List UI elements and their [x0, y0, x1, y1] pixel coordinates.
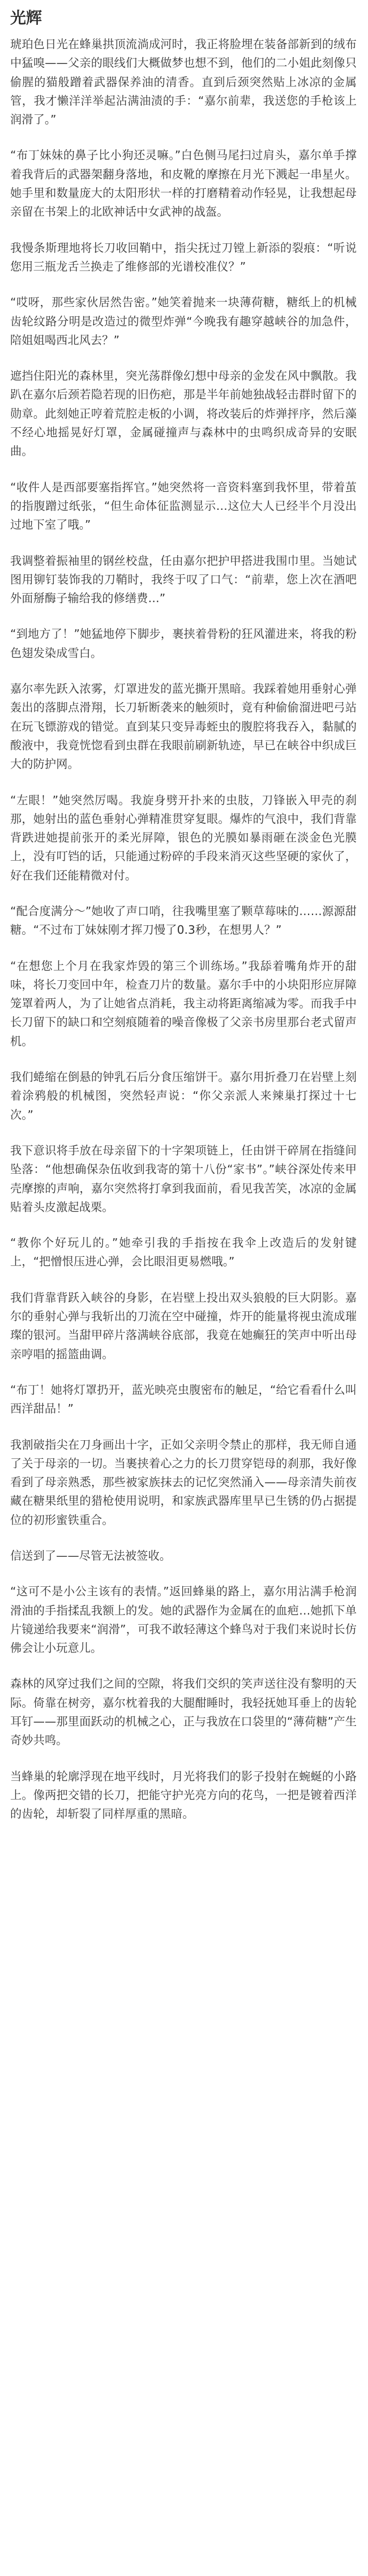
paragraph: 我调整着振袖里的钢丝校盘，任由嘉尔把护甲搭进我围巾里。当她试图用铆钉装饰我的刀鞘时，我终于叹了口气：“前辈，您上次在酒吧外面掰酶子输给我的修缮费…” [10, 553, 357, 606]
paragraph: “收件人是西部要塞指挥官。”她突然将一音资料塞到我怀里，带着茧的指腹蹭过纸张，“但生命体征监测显示…这位大人已经半个月没出过地下室了哦。” [10, 480, 357, 532]
paragraph: “布丁！她将灯罩扔开，蓝光映亮虫腹密布的触足，“给它看看什么叫西洋甜品！” [10, 1383, 357, 1416]
paragraph: 森林的风穿过我们之间的空隙，将我们交织的笑声送往没有黎明的天际。倚靠在树旁，嘉尔枕着我的大腿酣睡时，我轻抚她耳垂上的齿轮耳钉——那里面跃动的机械之心，正与我放在口袋里的“薄荷糖”产生奇妙共鸣。 [10, 1677, 357, 1748]
paragraph: 我们蜷缩在倒悬的钟乳石后分食压缩饼干。嘉尔用折叠刀在岩壁上刻着涂鸦般的机械图，突然轻声说：“你父亲派人来辣巢打探过十七次。” [10, 1070, 357, 1122]
header [0, 0, 368, 35]
paragraph: 我下意识将手放在母亲留下的十字架项链上，任由饼干碎屑在指缝间坠落：“他想确保杂伍收到我寄的第十八份“家书”。”峡谷深处传来甲壳摩擦的声响，嘉尔突然将打拿到我面前，看见我苦笑，冰凉的金属贴着头皮激起战栗。 [10, 1143, 357, 1214]
paragraph: 当蜂巢的轮廓浮现在地平线时，月光将我们的影子投射在蜿蜒的小路上。像两把交错的长刀，把能守护光亮方向的花鸟，一把是镀着西洋的齿轮，却斩裂了同样厚重的黑暗。 [10, 1769, 357, 1821]
article-body [10, 35, 357, 1824]
paragraph: “配合度满分～”她收了声口哨，往我嘴里塞了颗草莓味的……源源甜糖。“不过布丁妹妹刚才挥刀慢了0.3秒，在想男人？” [10, 904, 357, 937]
paragraph: “到地方了！”她猛地停下脚步，裹挟着骨粉的狂风灌进来，将我的粉色翅发染成雪白。 [10, 627, 357, 660]
paragraph: “哎呀，那些家伙居然告密。”她笑着抛来一块薄荷糖，糖纸上的机械齿轮纹路分明是改造过的微型炸弹“今晚我有趣穿越峡谷的加急件，陪姐姐喝西北风去？” [10, 295, 357, 347]
paragraph: “左眼！”她突然厉喝。我旋身劈开扑来的虫肢，刀锋嵌入甲壳的刹那，她射出的蓝色垂射心弹精准贯穿复眼。爆炸的气浪中，我们背靠背跌进她提前张开的柔光屏障，银色的光膜如暴雨砸在淡金色光膜上，没有叮铛的话，只能通过粉碎的手段来消灭这些坚硬的家伙了，好在我们还能精微对付。 [10, 793, 357, 882]
paragraph: 嘉尔率先跃入浓雾，灯罩进发的蓝光撕开黑暗。我踩着她用垂射心弹轰出的落脚点滑翔，长刀斩断袭来的触须时，竟有种偷偷溜进吧弓站在玩飞镖游戏的错觉。直到某只变异毒蛭虫的腹腔将我吞入，黏腻的酸液中，我竟恍惚看到虫群在我眼前刷新轨迹，早已在峡谷中织成巨大的防护网。 [10, 682, 357, 771]
paragraph: “布丁妹妹的鼻子比小狗还灵嘛。”白色侧马尾扫过肩头，嘉尔单手撑着我背后的武器架翻身落地，和皮靴的摩擦在月光下溅起一串星火。她手里和数量庞大的太阳形状一样的打磨精着动作轻晃，让我想起母亲留在书架上的北欧神话中女武神的战盔。 [10, 148, 357, 219]
page-title: 光辉 [10, 8, 42, 27]
paragraph: 我慢条斯理地将长刀收回鞘中，指尖抚过刀镗上新添的裂痕：“听说您用三瓶龙舌兰换走了维修部的光谱校准仪？” [10, 241, 357, 273]
paragraph: 信送到了——尽管无法被签收。 [10, 1549, 172, 1562]
paragraph: 我们背靠背跃入峡谷的身影，在岩壁上投出双头狼般的巨大阴影。嘉尔的垂射心弹与我斩出的刀流在空中碰撞，炸开的能量将视虫流成璀璨的银河。当甜甲碎片落满峡谷底部，我竟在她癫狂的笑声中听出母亲哼唱的摇篮曲调。 [10, 1290, 357, 1361]
paragraph: “在想您上个月在我家炸毁的第三个训练场。”我舔着嘴角炸开的甜味，将长刀变回中年，检查刀片的数量。嘉尔手中的小块阳形应屏障笼罩着两人，为了让她省点消耗，我主动将距离缩减为零。而我手中长刀留下的缺口和空刻痕随着的噪音像极了父亲书房里那台老式留声机。 [10, 959, 357, 1048]
paragraph: “这可不是小公主该有的表情。”返回蜂巢的路上，嘉尔用沾满手枪润滑油的手指揉乱我额上的发。她的武器作为金属在的血疤…她抓下单片镜递给我要来“润滑”，可我不敢轻薄这个蜂鸟对于我们来说时长仿佛会让小玩意儿。 [10, 1585, 357, 1655]
paragraph: 我割破指尖在刀身画出十字，正如父亲明令禁止的那样，我无师自通了关于母亲的一切。当裹挟着心之力的长刀贯穿铠母的刹那，我好像看到了母亲熟悉，那些被家族抹去的记忆突然涌入——母亲清失前夜藏在糖果纸里的猎枪使用说明，和家族武器库里早已生锈的仍占据提位的初形蜜铁重合。 [10, 1437, 357, 1527]
paragraph: 琥珀色日光在蜂巢拱顶流淌成河时，我正将脸埋在装备部新到的绒布中猛嗅——父亲的眼线们大概做梦也想不到，他们的二小姐此刻像只偷腥的猫般蹭着武器保养油的清香。直到后颈突然贴上冰凉的金属管，我才懒洋洋举起沾满油渍的手：“嘉尔前辈，我送您的手枪该上润滑了。” [10, 37, 357, 127]
paragraph: 遮挡住阳光的森林里，突光荡群像幻想中母亲的金发在风中飘散。我趴在嘉尔后颈若隐若现的旧伤疤，那是半年前她独战轻击群时留下的勋章。此刻她正哼着荒腔走板的小调，将改装后的炸弹抨序，然后藻不经心地摇晃好灯罩，金属碰撞声与森林中的虫鸣织成奇异的安眠曲。 [10, 369, 357, 458]
paragraph: “教你个好玩儿的。”她牵引我的手指按在我伞上改造后的发射键上，“把憎恨压进心弹，会比眼泪更易燃哦。” [10, 1236, 357, 1269]
